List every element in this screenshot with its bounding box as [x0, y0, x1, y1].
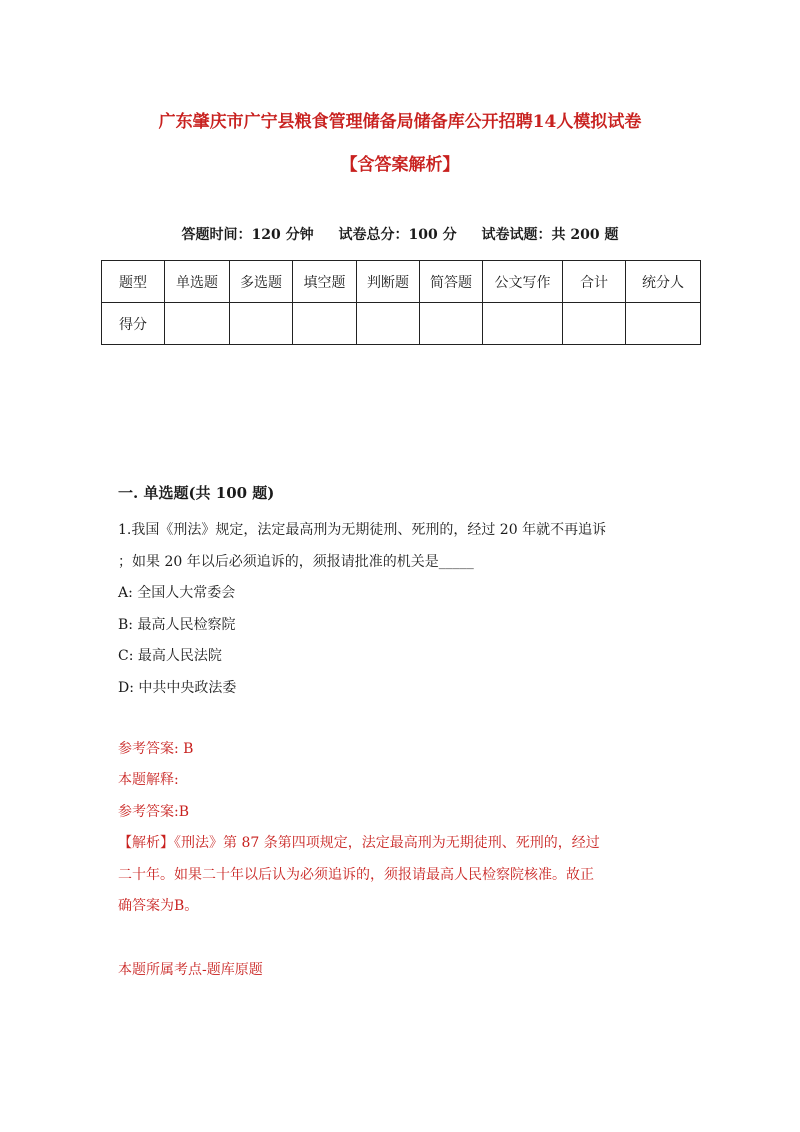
score-cell[interactable]	[420, 303, 483, 345]
option-c: C: 最高人民法院	[118, 648, 222, 664]
reference-answer-repeat: 参考答案:B	[118, 804, 190, 820]
analysis-line: 【解析】《刑法》第 87 条第四项规定，法定最高刑为无期徒刑、死刑的，经过	[118, 835, 600, 851]
score-table-header-row	[102, 261, 701, 303]
question-text-line: 1.我国《刑法》规定，法定最高刑为无期徒刑、死刑的，经过 20 年就不再追诉	[118, 522, 607, 538]
score-table	[101, 260, 701, 345]
exam-question-count: 试卷试题：共 200 题	[481, 227, 619, 243]
explanation-label: 本题解释:	[118, 772, 179, 788]
header-cell: 统分人	[626, 261, 701, 303]
header-cell: 多选题	[230, 261, 293, 303]
header-cell: 公文写作	[483, 261, 563, 303]
option-b: B: 最高人民检察院	[118, 617, 236, 633]
header-cell: 合计	[563, 261, 626, 303]
header-cell: 题型	[102, 261, 165, 303]
score-cell[interactable]	[626, 303, 701, 345]
score-cell[interactable]	[293, 303, 357, 345]
row-label-cell: 得分	[102, 303, 165, 345]
exam-meta	[0, 224, 800, 244]
question-text-line: ；如果 20 年以后必须追诉的，须报请批准的机关是_____	[118, 554, 474, 570]
exam-time: 答题时间：120 分钟	[181, 227, 314, 243]
header-cell: 单选题	[165, 261, 230, 303]
header-cell: 判断题	[357, 261, 420, 303]
document-subtitle: 【含答案解析】	[340, 155, 460, 175]
score-cell[interactable]	[563, 303, 626, 345]
document-title: 广东肇庆市广宁县粮食管理储备局储备库公开招聘14人模拟试卷	[158, 112, 642, 132]
score-cell[interactable]	[230, 303, 293, 345]
option-a: A: 全国人大常委会	[118, 585, 236, 601]
score-table-score-row	[102, 303, 701, 345]
score-cell[interactable]	[483, 303, 563, 345]
analysis-line: 二十年。如果二十年以后认为必须追诉的，须报请最高人民检察院核准。故正	[118, 867, 594, 883]
analysis-line: 确答案为B。	[118, 898, 199, 914]
header-cell: 填空题	[293, 261, 357, 303]
header-cell: 简答题	[420, 261, 483, 303]
score-cell[interactable]	[165, 303, 230, 345]
topic-note: 本题所属考点-题库原题	[118, 962, 263, 978]
option-d: D: 中共中央政法委	[118, 680, 237, 696]
score-cell[interactable]	[357, 303, 420, 345]
reference-answer: 参考答案: B	[118, 741, 194, 757]
section-title: 一. 单选题(共 100 题)	[118, 484, 275, 502]
exam-total-score: 试卷总分：100 分	[338, 227, 457, 243]
